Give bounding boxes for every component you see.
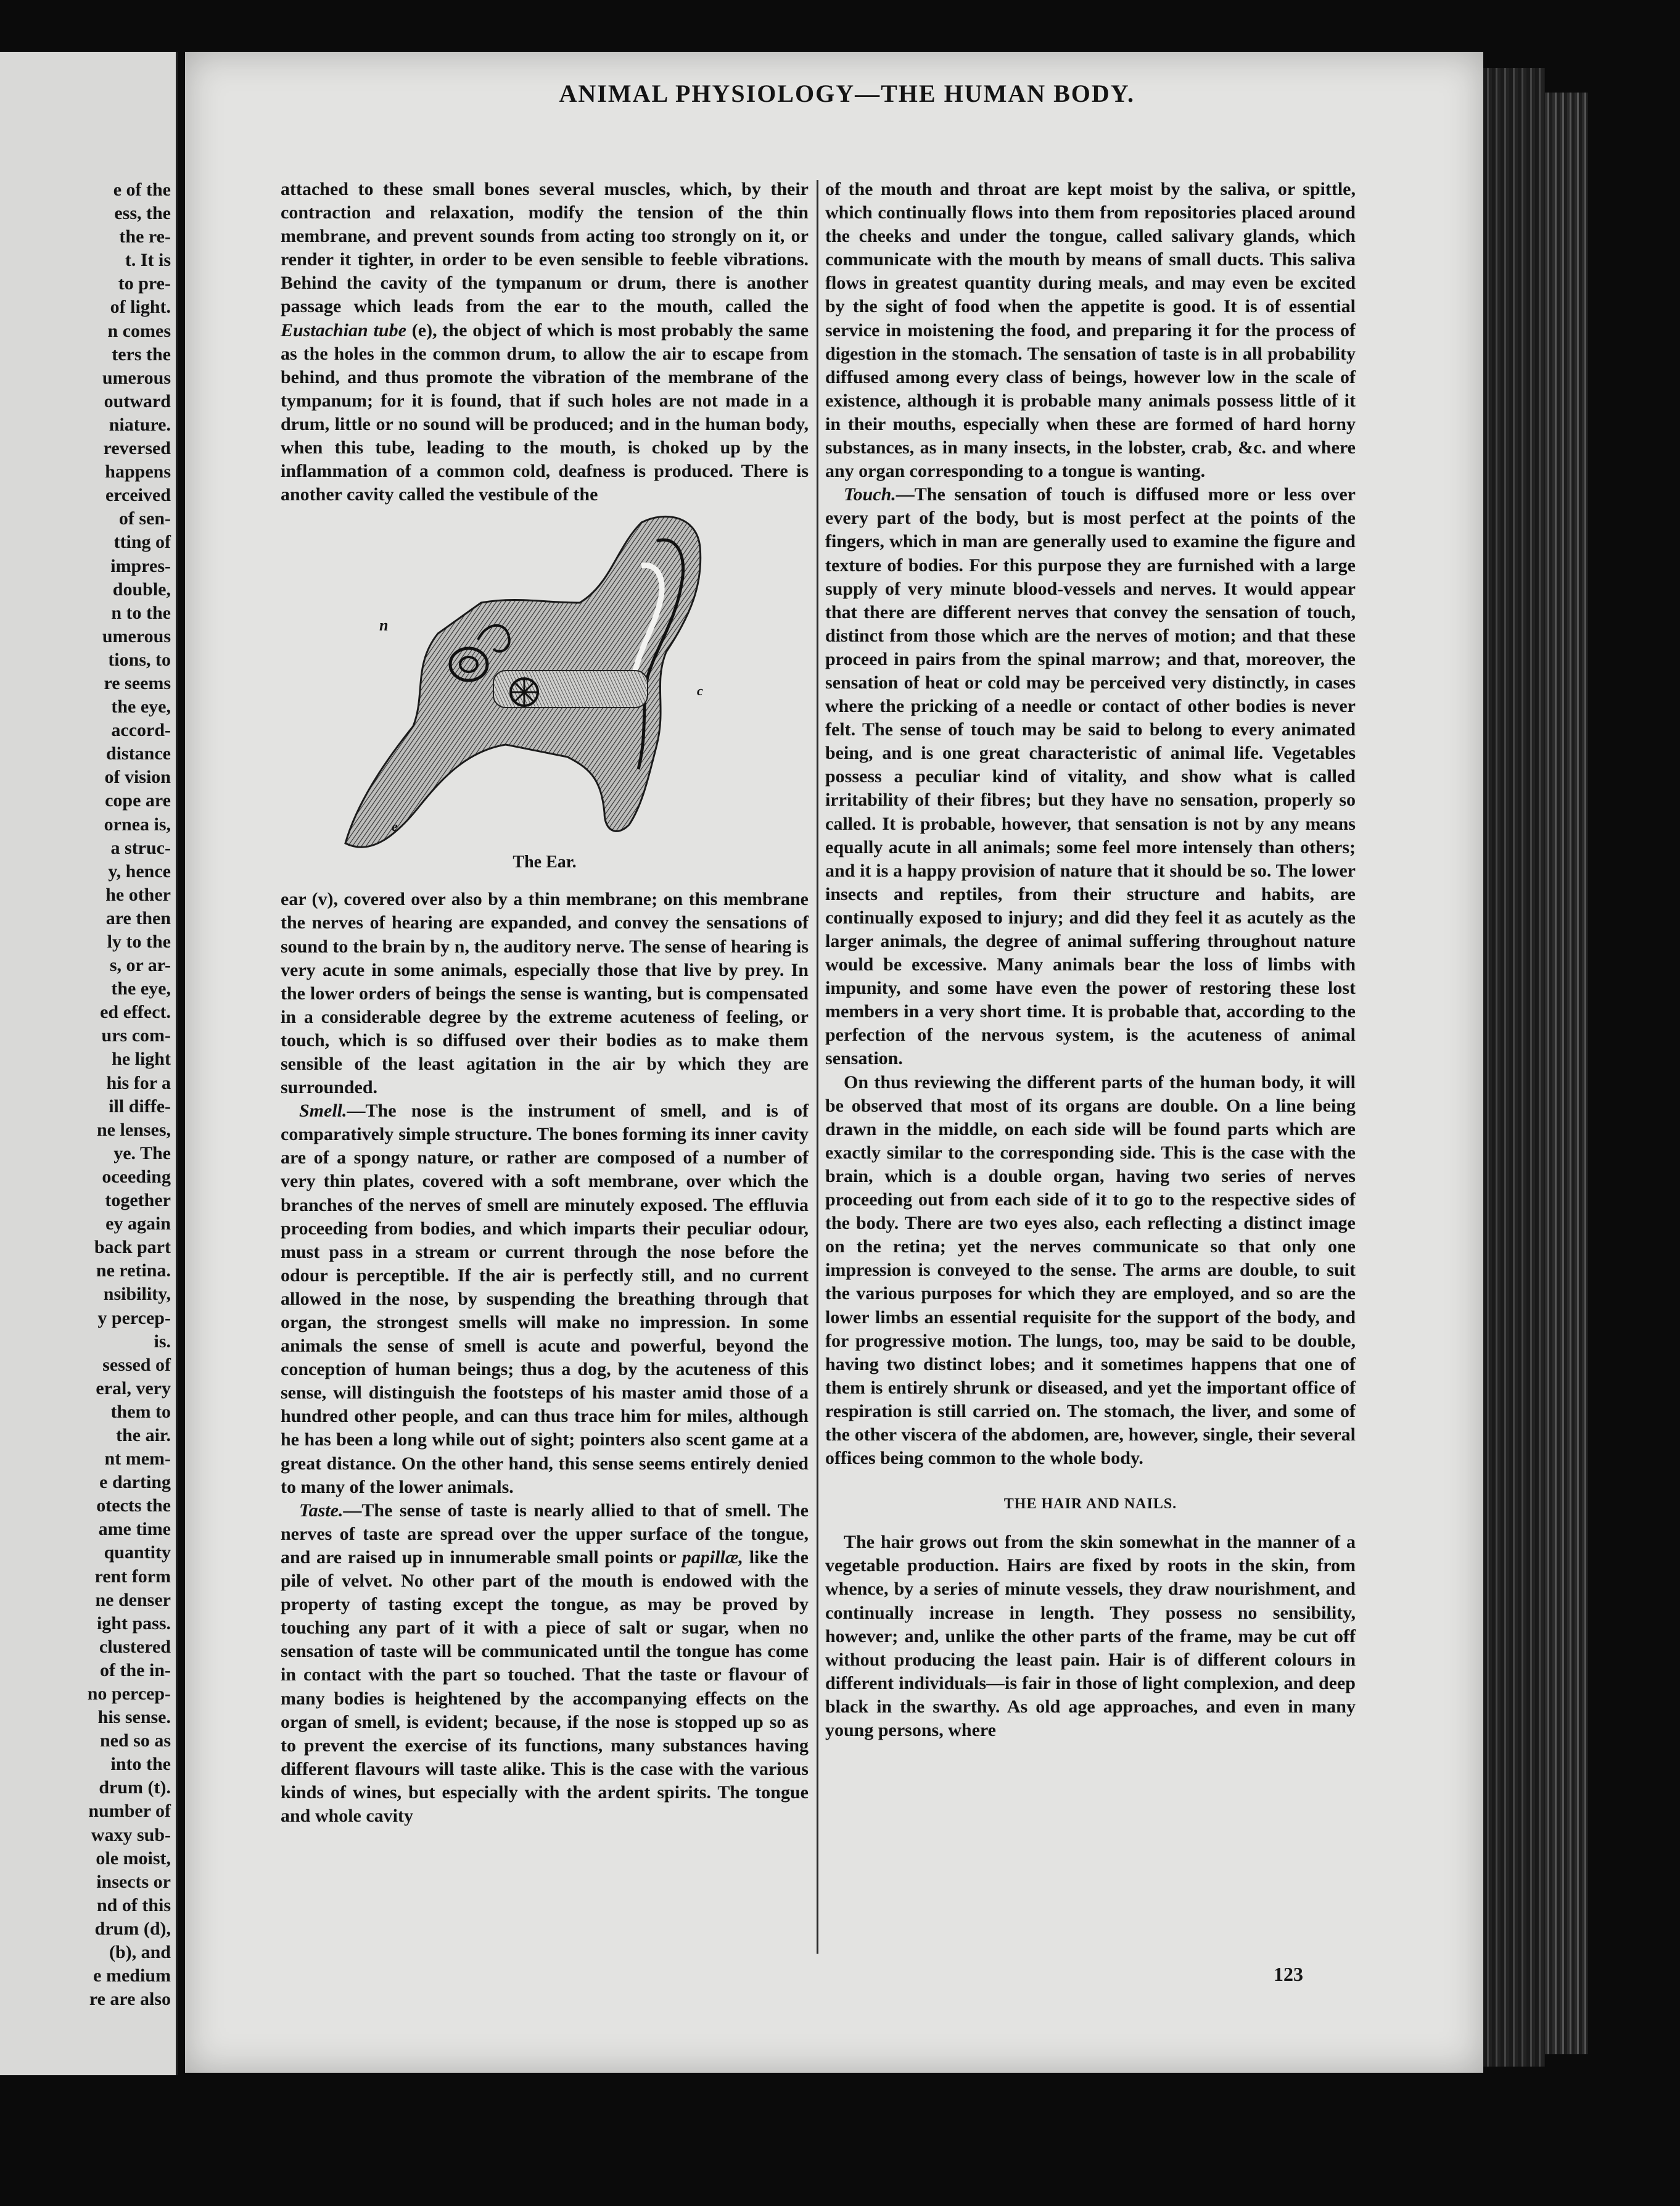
facing-page-line: accord- xyxy=(111,720,171,741)
facing-page-line: ed effect. xyxy=(100,1002,171,1023)
facing-page-line: number of xyxy=(88,1801,171,1822)
facing-page-line: rent form xyxy=(94,1566,171,1587)
facing-page-line: of light. xyxy=(110,297,171,318)
touch-heading: Touch. xyxy=(844,484,896,505)
facing-page-line: ye. The xyxy=(113,1142,171,1163)
facing-page-line: are then xyxy=(105,907,171,928)
page-number: 123 xyxy=(1274,1963,1303,1985)
facing-page-line: oceeding xyxy=(102,1166,171,1187)
facing-page-line: e darting xyxy=(99,1472,171,1493)
facing-page-line: sessed of xyxy=(102,1354,171,1375)
facing-page-line: the eye, xyxy=(111,696,171,717)
facing-page-line: the eye, xyxy=(111,978,171,999)
facing-page-line: his sense. xyxy=(97,1707,171,1728)
facing-page-line: e of the xyxy=(113,180,171,200)
section-heading: THE HAIR AND NAILS. xyxy=(1003,1496,1177,1513)
facing-page-line: into the xyxy=(110,1754,171,1775)
facing-page-line: e medium xyxy=(93,1965,171,1986)
facing-page-line: them to xyxy=(110,1401,171,1422)
facing-page-line: waxy sub- xyxy=(91,1824,171,1845)
facing-page-text xyxy=(4,178,171,2011)
facing-page-line: together xyxy=(105,1190,171,1211)
facing-page-line: the air. xyxy=(116,1424,171,1445)
facing-page-line: tting of xyxy=(113,532,171,553)
page-edges-outer xyxy=(1545,93,1588,2054)
facing-page-line: erceived xyxy=(105,485,171,506)
ear-illustration xyxy=(321,510,765,856)
facing-page-line: to pre- xyxy=(118,273,171,294)
facing-page-line: y, hence xyxy=(108,861,171,882)
facing-page-line: nt mem- xyxy=(104,1448,171,1469)
facing-page-line: ne denser xyxy=(95,1589,171,1610)
facing-page-line: ole moist, xyxy=(96,1848,171,1869)
facing-page-line: back part xyxy=(94,1237,171,1258)
facing-page-line: n comes xyxy=(107,320,171,341)
facing-page-fragment xyxy=(0,52,178,2075)
facing-page-line: of vision xyxy=(104,767,171,788)
facing-page-line: y percep- xyxy=(97,1307,171,1328)
running-head: ANIMAL PHYSIOLOGY—THE HUMAN BODY. xyxy=(559,80,1135,107)
facing-page-line: ne lenses, xyxy=(97,1119,171,1140)
facing-page-line: t. It is xyxy=(125,250,171,271)
page-edges xyxy=(1483,68,1545,2067)
facing-page-line: tions, to xyxy=(108,649,171,670)
facing-page-line: ne retina. xyxy=(96,1260,171,1281)
facing-page-line: urs com- xyxy=(101,1025,171,1046)
facing-page-line: (b), and xyxy=(109,1942,171,1963)
facing-page-line: distance xyxy=(106,743,171,764)
facing-page-line: drum (t). xyxy=(99,1777,171,1798)
label-c: c xyxy=(697,683,703,699)
facing-page-line: outward xyxy=(104,390,171,411)
smell-paragraph: Smell.—The nose is the instrument of smell, and is of comparatively simple structure. The bones forming its inner cavity are of a spongy nature, or rather are composed of a number of very thin plates, covered with a soft membrane, over which the branches of the nerves of smell are minutely exposed. The effluvia proceeding from bodies, and which imparts their peculiar odour, must pass in a stream or current through the nose before the odour is perceptible. If the air is perfectly still, and no current allowed in the nose, by suspending the breathing through that organ, the strongest smells will make no impression. In some animals the sense of smell is acute and powerful, beyond the conception of human beings; thus a dog, by the acuteness of this sense, will distinguish the footsteps of his master amid those of a hundred other people, and can thus trace him for miles, although he has been a long while out of sight; pointers also scent game at a great distance. On the other hand, this sense seems entirely denied to many of the lower animals. xyxy=(281,1101,809,1497)
facing-page-line: of sen- xyxy=(118,508,171,529)
facing-page-line: ornea is, xyxy=(104,814,171,835)
column-rule xyxy=(817,180,818,1954)
facing-page-line: no percep- xyxy=(87,1683,171,1704)
label-n: n xyxy=(379,616,389,635)
facing-page-line: quantity xyxy=(104,1542,171,1563)
facing-page-line: double, xyxy=(112,579,171,600)
facing-page-line: otects the xyxy=(96,1495,171,1516)
facing-page-line: impres- xyxy=(110,555,171,576)
facing-page-line: s, or ar- xyxy=(109,955,171,976)
left-column xyxy=(281,178,809,1828)
smell-heading: Smell. xyxy=(299,1101,347,1122)
facing-page-line: he light xyxy=(112,1049,171,1070)
ear-figure xyxy=(281,510,809,888)
facing-page-line: n to the xyxy=(111,602,171,623)
paragraph: of the mouth and throat are kept moist by the saliva, or spittle, which continually flows into them from repositories placed around the cheeks and under the tongue, called salivary glands, which communicate with the mouth by means of small ducts. This saliva flows in greatest quantity during meals, and may even be excited by the sight of food when the appetite is good. It is of essential service in moistening the food, and preparing it for the process of digestion in the stomach. The sensation of taste is in all probability diffused among every class of beings, however low in the scale of existence, although it is probable many animals possess little of it in their mouths, especially when these are formed of hard horny substances, as in many insects, in the lobster, crab, &c. and where any organ corresponding to a tongue is wanting. xyxy=(825,179,1356,482)
facing-page-line: reversed xyxy=(103,438,171,459)
facing-page-line: nd of this xyxy=(96,1894,171,1915)
facing-page-line: insects or xyxy=(96,1871,171,1892)
facing-page-line: cope are xyxy=(105,790,171,811)
paragraph: attached to these small bones several muscles, which, by their contraction and relaxation, modify the tension of the thin membrane, and prevent sounds from acting too strongly on it, or render it tighter, in order to be even sensible to feeble vibrations. Behind the cavity of the tympanum or drum, there is another passage which leads from the ear to the mouth, called the Eustachian tube (e), the object of which is most probably the same as the holes in the common drum, to allow the air to escape from behind, and thus promote the vibration of the membrane of the tympanum; for it is found, that if such holes are not made in a drum, little or no sound will be produced; and in the human body, when this tube, leading to the mouth, is choked up by the inflammation of a common cold, deafness is produced. There is another cavity called the vestibule of the xyxy=(281,179,809,505)
facing-page-line: eral, very xyxy=(96,1378,171,1398)
facing-page-line: umerous xyxy=(102,367,171,388)
facing-page-line: his for a xyxy=(106,1072,171,1093)
facing-page-line: of the in- xyxy=(100,1659,171,1680)
facing-page-line: ey again xyxy=(105,1213,171,1234)
facing-page-line: re are also xyxy=(89,1989,171,2010)
facing-page-line: a struc- xyxy=(110,837,171,858)
facing-page-line: ight pass. xyxy=(96,1613,171,1634)
facing-page-line: clustered xyxy=(99,1636,171,1657)
facing-page-line: is. xyxy=(154,1331,171,1352)
facing-page-line: ill diffe- xyxy=(109,1096,171,1117)
facing-page-line: happens xyxy=(105,461,171,482)
paragraph: ear (v), covered over also by a thin membrane; on this membrane the nerves of hearing are expanded, and convey the sensations of sound to the brain by n, the auditory nerve. The sense of hearing is very acute in some animals, especially those that live by prey. In the lower orders of beings the sense is wanting, but is compensated in a considerable degree by the extreme acuteness of feeling, or touch, which is so diffused over their bodies as to make them sensible of the least agitation in the air by which they are surrounded. xyxy=(281,889,809,1098)
touch-paragraph: Touch.—The sensation of touch is diffused more or less over every part of the body, but is most perfect at the points of the fingers, which in man are generally used to examine the figure and texture of bodies. For this purpose they are furnished with a large supply of very minute blood-vessels and nerves. It would appear that there are different nerves that convey the sensation of touch, distinct from those which are the nerves of motion; and that these proceed in pairs from the spinal marrow; and that, moreover, the sensation of heat or cold may be perceived very distinctly, in cases where the pricking of a needle or contact of other bodies is never felt. The sense of touch may be said to belong to every animated being, and is one great characteristic of animal life. Vegetables possess a peculiar kind of vitality, and show what is called irritability of their fibres; but they have no sensation, properly so called. It is probable, however, that sensation is not by any means equally acute in all animals; some feel more intensely than others; and it is a happy provision of nature that it should be so. The lower insects and reptiles, from their structure and habits, are continually exposed to injury; and did they feel it as acutely as the larger animals, the degree of animal suffering throughout nature would be excessive. Many animals bear the loss of limbs with impunity, and some have even the power of restoring these lost members in a very short time. It is probable that, according to the perfection of the nervous system, is the acuteness of animal sensation. xyxy=(825,484,1356,1069)
facing-page-line: umerous xyxy=(102,626,171,647)
facing-page-line: drum (d), xyxy=(94,1918,171,1939)
label-e: e xyxy=(392,819,398,835)
paragraph: The hair grows out from the skin somewhat in the manner of a vegetable production. Hairs are fixed by roots in the skin, from whence, by a series of minute vessels, they draw nourishment, and continually increase in length. They possess no sensibility, however; and, unlike the other parts of the frame, may be cut off without producing the least pain. Hair is of different colours in different individuals—is fair in those of light complexion, and deep black in the swarthy. As old age approaches, and even in many young persons, where xyxy=(825,1532,1356,1740)
figure-caption: The Ear. xyxy=(513,853,577,872)
facing-page-line: ned so as xyxy=(99,1730,171,1751)
right-column xyxy=(825,178,1356,1742)
facing-page-line: he other xyxy=(105,884,171,905)
taste-paragraph: Taste.—The sense of taste is nearly allied to that of smell. The nerves of taste are spread over the upper surface of the tongue, and are raised up in innumerable small points or papillæ, like the pile of velvet. No other part of the mouth is endowed with the property of tasting except the tongue, as may be proved by touching any part of it with a piece of salt or sugar, when no sensation of taste will be communicated until the tongue has come in contact with the part so touched. That the taste or flavour of many bodies is heightened by the accompanying effects on the organ of smell, is evident; because, if the nose is stopped up so as to prevent the exercise of its functions, many substances having different flavours will taste alike. This is the case with the various kinds of wines, but especially with the ardent spirits. The tongue and whole cavity xyxy=(281,1500,809,1826)
paragraph: On thus reviewing the different parts of the human body, it will be observed that most of its organs are double. On a line being drawn in the middle, on each side will be found parts which are exactly similar to the corresponding side. This is the case with the brain, which is a double organ, having two series of nerves proceeding out from each side of it to go to the respective sides of the body. There are two eyes also, each reflecting a distinct image on the retina; yet the nerves communicate so that only one impression is conveyed to the sense. The arms are double, to suit the various purposes for which they are employed, and so are the lower limbs an essential requisite for the support of the body, and for progressive motion. The lungs, too, may be said to be double, having two distinct lobes; and it sometimes happens that one of them is entirely shrunk or diseased, and yet the important office of respiration is still carried on. The stomach, the liver, and some of the other viscera of the abdomen, are, however, single, their several offices being common to the whole body. xyxy=(825,1072,1356,1469)
facing-page-line: ly to the xyxy=(107,932,171,952)
taste-heading: Taste. xyxy=(299,1500,344,1521)
facing-page-line: ters the xyxy=(112,344,171,365)
facing-page-line: the re- xyxy=(119,226,171,247)
facing-page-line: re seems xyxy=(104,672,171,693)
facing-page-line: niature. xyxy=(109,414,171,435)
facing-page-line: ess, the xyxy=(114,203,171,224)
facing-page-line: ame time xyxy=(98,1519,171,1540)
facing-page-line: nsibility, xyxy=(103,1284,171,1305)
ossicles-spokes xyxy=(512,680,537,704)
